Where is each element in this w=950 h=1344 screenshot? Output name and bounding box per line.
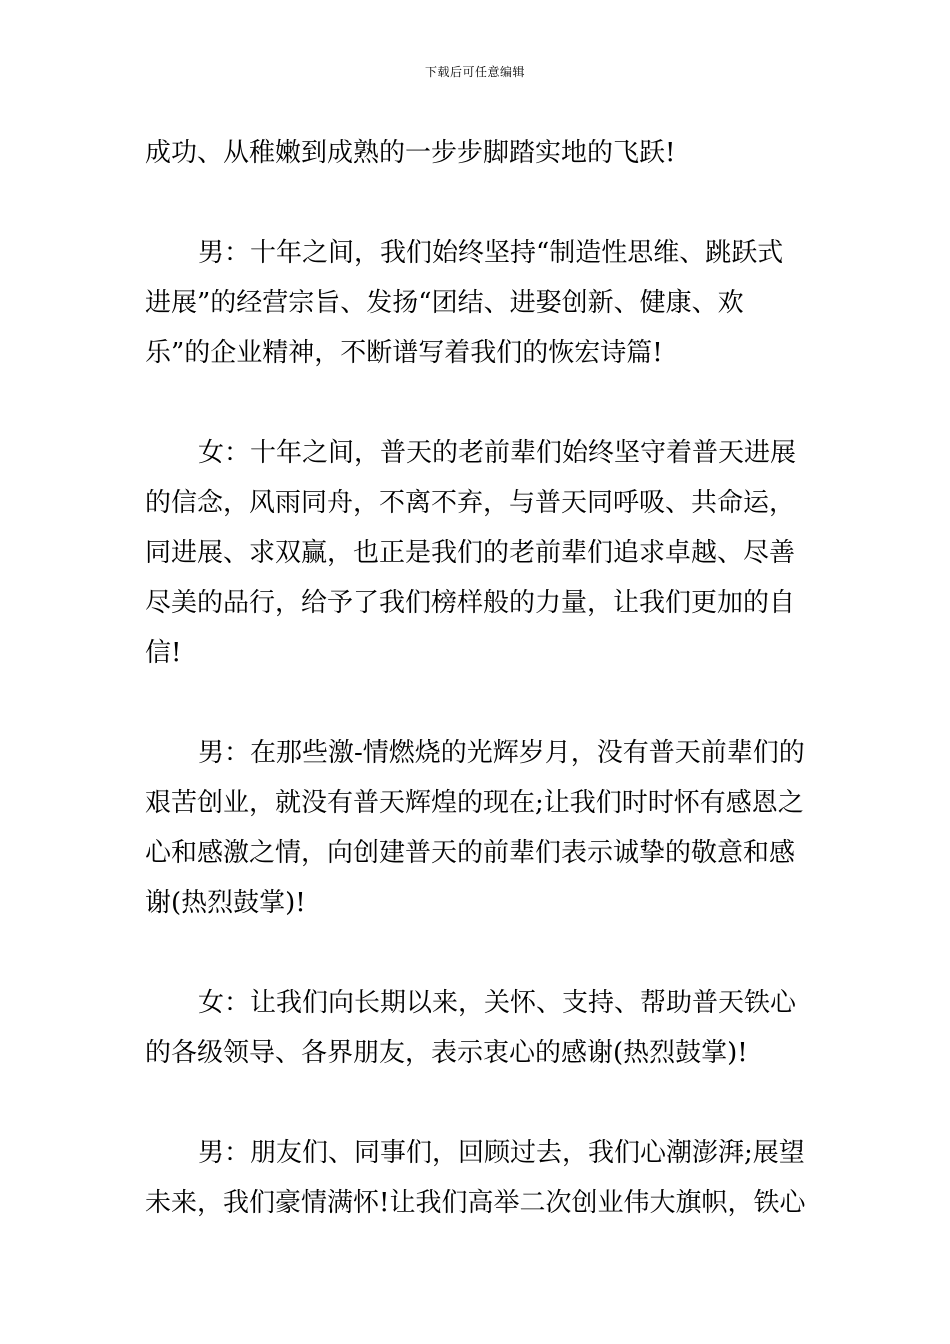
paragraph-gap (145, 378, 807, 428)
document-body (145, 128, 807, 1228)
paragraph-female-1: 女：十年之间，普天的老前辈们始终坚守着普天进展 的信念，风雨同舟，不离不弃，与普天同呼吸、共命运， 同进展、求双赢，也正是我们的老前辈们追求卓越、尽善 尽美的品行，给予了我们榜样般的力量，让我们更加的自 信! (145, 438, 797, 668)
paragraph-gap (145, 178, 807, 228)
paragraph-male-1: 男：十年之间，我们始终坚持“制造性思维、跳跃式 进展”的经营宗旨、发扬“团结、进娶创新、健康、欢 乐”的企业精神，不断谱写着我们的恢宏诗篇! (145, 238, 784, 368)
paragraph-continuation: 成功、从稚嫩到成熟的一步步脚踏实地的飞跃! (145, 138, 676, 168)
paragraph-gap (145, 678, 807, 728)
paragraph-gap (145, 1078, 807, 1128)
paragraph-male-3: 男：朋友们、同事们，回顾过去，我们心潮澎湃;展望 未来，我们豪情满怀!让我们高举二次创业伟大旗帜，铁心 (145, 1138, 806, 1218)
paragraph-male-2: 男：在那些激-情燃烧的光辉岁月，没有普天前辈们的 艰苦创业，就没有普天辉煌的现在;让我们时时怀有感恩之 心和感激之情，向创建普天的前辈们表示诚挚的敬意和感 谢(热烈鼓掌)! (145, 738, 805, 918)
paragraph-female-2: 女：让我们向长期以来，关怀、支持、帮助普天铁心 的各级领导、各界朋友，表示衷心的感谢(热烈鼓掌)! (145, 988, 797, 1068)
paragraph-gap (145, 928, 807, 978)
page-header-note: 下载后可任意编辑 (424, 65, 525, 79)
